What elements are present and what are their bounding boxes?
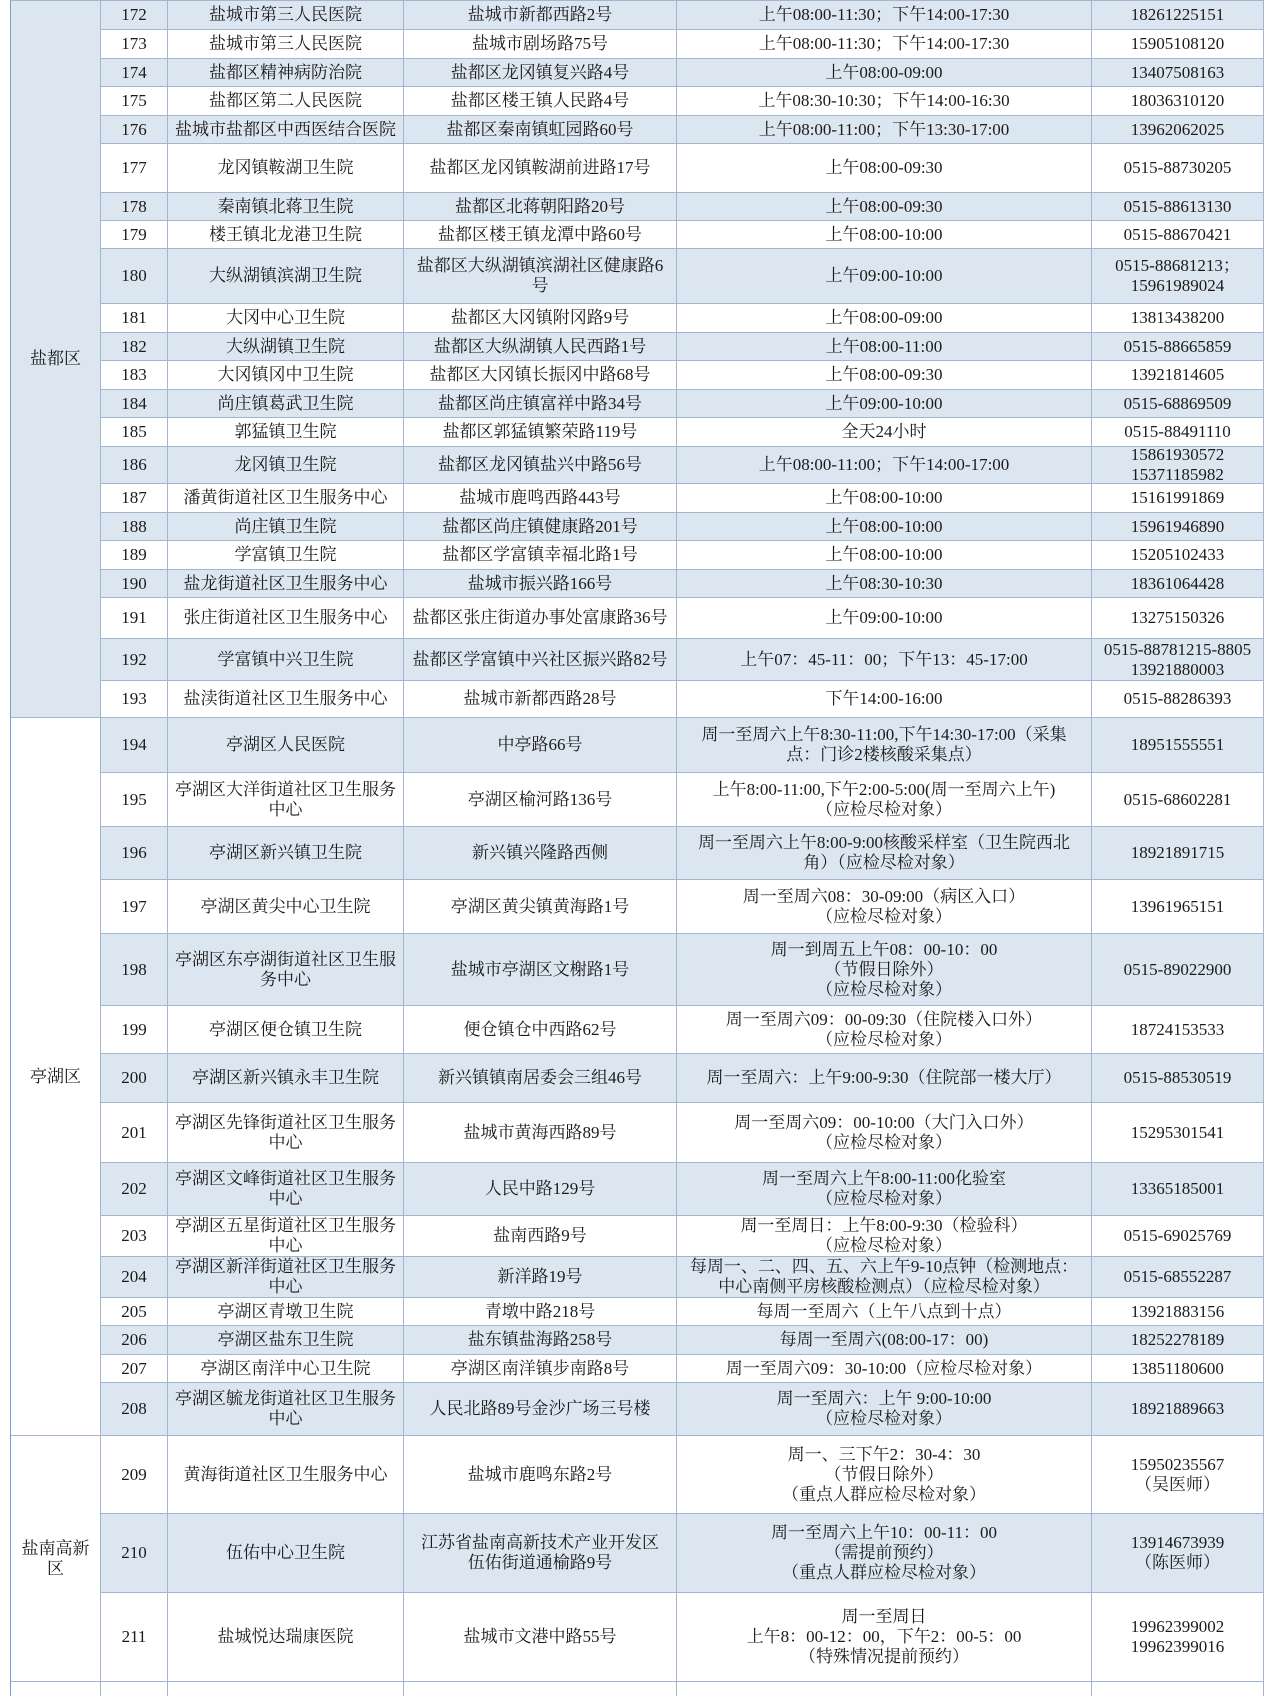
row-number-cell: 202 — [101, 1163, 168, 1216]
phone-cell: 15950235567 （吴医师） — [1092, 1436, 1264, 1514]
address-cell: 盐都区秦南镇虹园路60号 — [404, 116, 677, 144]
phone-cell: 0515-88491110 — [1092, 418, 1264, 447]
hospital-name-cell: 张庄街道社区卫生服务中心 — [168, 598, 404, 639]
row-number-cell: 207 — [101, 1355, 168, 1383]
row-number-cell: 206 — [101, 1326, 168, 1355]
hours-cell: 上午08:00-10:00 — [677, 513, 1092, 541]
hours-cell: 上午08:30-10:30 — [677, 570, 1092, 598]
hospital-name-cell: 亭湖区文峰街道社区卫生服务 中心 — [168, 1163, 404, 1216]
hours-cell: 上午08:00-11:00；下午13:30-17:00 — [677, 116, 1092, 144]
row-number-cell: 179 — [101, 221, 168, 249]
row-number-cell: 182 — [101, 333, 168, 361]
phone-cell: 18921889663 — [1092, 1383, 1264, 1436]
hours-cell: 周一、三下午2：30-4：30 （节假日除外） （重点人群应检尽检对象） — [677, 1436, 1092, 1514]
row-number-cell: 181 — [101, 304, 168, 333]
row-number-cell: 201 — [101, 1103, 168, 1163]
hours-cell: 上午09:00-10:00 — [677, 598, 1092, 639]
hospital-name-cell: 学富镇卫生院 — [168, 541, 404, 570]
phone-cell: 13962062025 — [1092, 116, 1264, 144]
hospital-name-cell: 楼王镇北龙港卫生院 — [168, 221, 404, 249]
hours-cell: 每周一至周六（上午八点到十点） — [677, 1298, 1092, 1326]
table-edge-cell — [1092, 1682, 1264, 1696]
phone-cell: 13813438200 — [1092, 304, 1264, 333]
hospital-name-cell: 盐都区第二人民医院 — [168, 87, 404, 116]
address-cell: 盐都区张庄街道办事处富康路36号 — [404, 598, 677, 639]
row-number-cell: 195 — [101, 773, 168, 827]
hospital-name-cell: 亭湖区盐东卫生院 — [168, 1326, 404, 1355]
hospital-name-cell: 大冈镇冈中卫生院 — [168, 361, 404, 390]
phone-cell: 0515-88730205 — [1092, 144, 1264, 193]
hours-cell: 周一至周六：上午 9:00-10:00 （应检尽检对象） — [677, 1383, 1092, 1436]
hospital-name-cell: 潘黄街道社区卫生服务中心 — [168, 484, 404, 513]
address-cell: 盐东镇盐海路258号 — [404, 1326, 677, 1355]
address-cell: 人民北路89号金沙广场三号楼 — [404, 1383, 677, 1436]
address-cell: 中亭路66号 — [404, 718, 677, 773]
hospital-name-cell: 盐都区精神病防治院 — [168, 59, 404, 87]
address-cell: 盐都区大冈镇附冈路9号 — [404, 304, 677, 333]
hospital-name-cell: 秦南镇北蒋卫生院 — [168, 193, 404, 221]
hospital-name-cell: 亭湖区东亭湖街道社区卫生服 务中心 — [168, 934, 404, 1006]
phone-cell: 15161991869 — [1092, 484, 1264, 513]
testing-sites-table — [10, 0, 1264, 1696]
phone-cell: 0515-68869509 — [1092, 390, 1264, 418]
district-cell: 盐南高新 区 — [11, 1436, 101, 1682]
hours-cell: 上午07：45-11：00；下午13：45-17:00 — [677, 639, 1092, 681]
address-cell: 亭湖区南洋镇步南路8号 — [404, 1355, 677, 1383]
address-cell: 盐城市黄海西路89号 — [404, 1103, 677, 1163]
row-number-cell: 193 — [101, 681, 168, 718]
address-cell: 新兴镇镇南居委会三组46号 — [404, 1054, 677, 1103]
table-edge-cell — [404, 1682, 677, 1696]
row-number-cell: 178 — [101, 193, 168, 221]
phone-cell: 13914673939 （陈医师） — [1092, 1514, 1264, 1593]
row-number-cell: 188 — [101, 513, 168, 541]
address-cell: 盐城市新都西路2号 — [404, 1, 677, 30]
address-cell: 盐都区学富镇幸福北路1号 — [404, 541, 677, 570]
row-number-cell: 177 — [101, 144, 168, 193]
row-number-cell: 191 — [101, 598, 168, 639]
table-edge-cell — [677, 1682, 1092, 1696]
phone-cell: 0515-88665859 — [1092, 333, 1264, 361]
table-edge-cell — [168, 1682, 404, 1696]
phone-cell: 0515-88781215-8805 13921880003 — [1092, 639, 1264, 681]
hospital-name-cell: 盐渎街道社区卫生服务中心 — [168, 681, 404, 718]
row-number-cell: 186 — [101, 447, 168, 484]
address-cell: 盐都区大纵湖镇滨湖社区健康路6 号 — [404, 249, 677, 304]
hours-cell: 周一至周六上午10：00-11：00 （需提前预约） （重点人群应检尽检对象） — [677, 1514, 1092, 1593]
address-cell: 盐都区楼王镇人民路4号 — [404, 87, 677, 116]
phone-cell: 0515-88286393 — [1092, 681, 1264, 718]
hospital-name-cell: 尚庄镇葛武卫生院 — [168, 390, 404, 418]
hours-cell: 周一至周六上午8:30-11:00,下午14:30-17:00（采集 点：门诊2楼核酸采集点） — [677, 718, 1092, 773]
address-cell: 盐都区大纵湖镇人民西路1号 — [404, 333, 677, 361]
phone-cell: 0515-68552287 — [1092, 1257, 1264, 1298]
address-cell: 盐城市鹿鸣西路443号 — [404, 484, 677, 513]
address-cell: 便仓镇仓中西路62号 — [404, 1006, 677, 1054]
row-number-cell: 194 — [101, 718, 168, 773]
row-number-cell: 180 — [101, 249, 168, 304]
row-number-cell: 172 — [101, 1, 168, 30]
hours-cell: 上午08:00-09:30 — [677, 361, 1092, 390]
hours-cell: 上午09:00-10:00 — [677, 390, 1092, 418]
row-number-cell: 208 — [101, 1383, 168, 1436]
phone-cell: 0515-88530519 — [1092, 1054, 1264, 1103]
hospital-name-cell: 亭湖区新兴镇卫生院 — [168, 827, 404, 880]
phone-cell: 15295301541 — [1092, 1103, 1264, 1163]
address-cell: 盐城市新都西路28号 — [404, 681, 677, 718]
hours-cell: 上午08:00-09:30 — [677, 144, 1092, 193]
address-cell: 江苏省盐南高新技术产业开发区 伍佑街道通榆路9号 — [404, 1514, 677, 1593]
hours-cell: 全天24小时 — [677, 418, 1092, 447]
hours-cell: 周一至周六08：30-09:00（病区入口） （应检尽检对象） — [677, 880, 1092, 934]
hours-cell: 周一至周六上午8:00-11:00化验室 （应检尽检对象） — [677, 1163, 1092, 1216]
phone-cell: 13275150326 — [1092, 598, 1264, 639]
phone-cell: 13365185001 — [1092, 1163, 1264, 1216]
address-cell: 亭湖区榆河路136号 — [404, 773, 677, 827]
phone-cell: 13921883156 — [1092, 1298, 1264, 1326]
phone-cell: 0515-88670421 — [1092, 221, 1264, 249]
row-number-cell: 200 — [101, 1054, 168, 1103]
address-cell: 盐都区大冈镇长振冈中路68号 — [404, 361, 677, 390]
phone-cell: 15961946890 — [1092, 513, 1264, 541]
row-number-cell: 185 — [101, 418, 168, 447]
row-number-cell: 192 — [101, 639, 168, 681]
hours-cell: 上午08:00-09:00 — [677, 59, 1092, 87]
address-cell: 新兴镇兴隆路西侧 — [404, 827, 677, 880]
hours-cell: 上午08:00-11:00 — [677, 333, 1092, 361]
hours-cell: 周一至周日：上午8:00-9:30（检验科） （应检尽检对象） — [677, 1216, 1092, 1257]
row-number-cell: 198 — [101, 934, 168, 1006]
address-cell: 盐城市剧场路75号 — [404, 30, 677, 59]
district-cell: 亭湖区 — [11, 718, 101, 1436]
row-number-cell: 210 — [101, 1514, 168, 1593]
hospital-name-cell: 亭湖区人民医院 — [168, 718, 404, 773]
table-edge-cell — [101, 1682, 168, 1696]
hours-cell: 周一至周六09：30-10:00（应检尽检对象） — [677, 1355, 1092, 1383]
hospital-name-cell: 学富镇中兴卫生院 — [168, 639, 404, 681]
hospital-name-cell: 郭猛镇卫生院 — [168, 418, 404, 447]
hospital-name-cell: 亭湖区黄尖中心卫生院 — [168, 880, 404, 934]
hours-cell: 上午08:00-10:00 — [677, 221, 1092, 249]
hours-cell: 周一至周六上午8:00-9:00核酸采样室（卫生院西北 角）（应检尽检对象） — [677, 827, 1092, 880]
phone-cell: 18921891715 — [1092, 827, 1264, 880]
phone-cell: 18036310120 — [1092, 87, 1264, 116]
row-number-cell: 209 — [101, 1436, 168, 1514]
hours-cell: 上午09:00-10:00 — [677, 249, 1092, 304]
row-number-cell: 211 — [101, 1593, 168, 1682]
address-cell: 盐都区龙冈镇复兴路4号 — [404, 59, 677, 87]
hours-cell: 每周一、二、四、五、六上午9-10点钟（检测地点： 中心南侧平房核酸检测点）（应检尽检对象） — [677, 1257, 1092, 1298]
hospital-name-cell: 尚庄镇卫生院 — [168, 513, 404, 541]
hospital-name-cell: 亭湖区五星街道社区卫生服务 中心 — [168, 1216, 404, 1257]
row-number-cell: 199 — [101, 1006, 168, 1054]
hours-cell: 每周一至周六(08:00-17：00) — [677, 1326, 1092, 1355]
hours-cell: 上午08:30-10:30；下午14:00-16:30 — [677, 87, 1092, 116]
address-cell: 盐都区尚庄镇健康路201号 — [404, 513, 677, 541]
hospital-name-cell: 亭湖区南洋中心卫生院 — [168, 1355, 404, 1383]
hospital-name-cell: 亭湖区先锋街道社区卫生服务 中心 — [168, 1103, 404, 1163]
hours-cell: 上午08:00-10:00 — [677, 541, 1092, 570]
hours-cell: 上午8:00-11:00,下午2:00-5:00(周一至周六上午) （应检尽检对象） — [677, 773, 1092, 827]
hours-cell: 周一至周日 上午8：00-12：00，下午2：00-5：00 （特殊情况提前预约） — [677, 1593, 1092, 1682]
hours-cell: 上午08:00-11:30；下午14:00-17:30 — [677, 30, 1092, 59]
hospital-name-cell: 盐城悦达瑞康医院 — [168, 1593, 404, 1682]
phone-cell: 13921814605 — [1092, 361, 1264, 390]
address-cell: 盐都区郭猛镇繁荣路119号 — [404, 418, 677, 447]
address-cell: 青墩中路218号 — [404, 1298, 677, 1326]
row-number-cell: 174 — [101, 59, 168, 87]
address-cell: 盐都区尚庄镇富祥中路34号 — [404, 390, 677, 418]
phone-cell: 18252278189 — [1092, 1326, 1264, 1355]
row-number-cell: 196 — [101, 827, 168, 880]
row-number-cell: 173 — [101, 30, 168, 59]
row-number-cell: 175 — [101, 87, 168, 116]
row-number-cell: 183 — [101, 361, 168, 390]
row-number-cell: 184 — [101, 390, 168, 418]
row-number-cell: 203 — [101, 1216, 168, 1257]
address-cell: 盐南西路9号 — [404, 1216, 677, 1257]
address-cell: 新洋路19号 — [404, 1257, 677, 1298]
hospital-name-cell: 盐城市第三人民医院 — [168, 1, 404, 30]
phone-cell: 18361064428 — [1092, 570, 1264, 598]
hospital-name-cell: 大纵湖镇卫生院 — [168, 333, 404, 361]
hours-cell: 上午08:00-11:00；下午14:00-17:00 — [677, 447, 1092, 484]
hours-cell: 上午08:00-11:30；下午14:00-17:30 — [677, 1, 1092, 30]
hospital-name-cell: 亭湖区大洋街道社区卫生服务 中心 — [168, 773, 404, 827]
hospital-name-cell: 大冈中心卫生院 — [168, 304, 404, 333]
hospital-name-cell: 大纵湖镇滨湖卫生院 — [168, 249, 404, 304]
phone-cell: 13407508163 — [1092, 59, 1264, 87]
hospital-name-cell: 黄海街道社区卫生服务中心 — [168, 1436, 404, 1514]
hours-cell: 上午08:00-09:00 — [677, 304, 1092, 333]
hospital-name-cell: 伍佑中心卫生院 — [168, 1514, 404, 1593]
hospital-name-cell: 盐城市盐都区中西医结合医院 — [168, 116, 404, 144]
phone-cell: 0515-89022900 — [1092, 934, 1264, 1006]
phone-cell: 0515-88681213； 15961989024 — [1092, 249, 1264, 304]
phone-cell: 13961965151 — [1092, 880, 1264, 934]
phone-cell: 15905108120 — [1092, 30, 1264, 59]
hours-cell: 周一至周六09：00-09:30（住院楼入口外） （应检尽检对象） — [677, 1006, 1092, 1054]
phone-cell: 15861930572 15371185982 — [1092, 447, 1264, 484]
hospital-name-cell: 亭湖区新洋街道社区卫生服务 中心 — [168, 1257, 404, 1298]
hospital-name-cell: 亭湖区新兴镇永丰卫生院 — [168, 1054, 404, 1103]
hospital-name-cell: 亭湖区毓龙街道社区卫生服务 中心 — [168, 1383, 404, 1436]
row-number-cell: 197 — [101, 880, 168, 934]
address-cell: 盐都区北蒋朝阳路20号 — [404, 193, 677, 221]
address-cell: 盐城市亭湖区文榭路1号 — [404, 934, 677, 1006]
address-cell: 盐城市文港中路55号 — [404, 1593, 677, 1682]
address-cell: 盐都区龙冈镇盐兴中路56号 — [404, 447, 677, 484]
hours-cell: 周一至周六09：00-10:00（大门入口外） （应检尽检对象） — [677, 1103, 1092, 1163]
address-cell: 盐都区学富镇中兴社区振兴路82号 — [404, 639, 677, 681]
hours-cell: 上午08:00-09:30 — [677, 193, 1092, 221]
phone-cell: 18261225151 — [1092, 1, 1264, 30]
district-cell: 盐都区 — [11, 1, 101, 718]
phone-cell: 0515-69025769 — [1092, 1216, 1264, 1257]
phone-cell: 19962399002 19962399016 — [1092, 1593, 1264, 1682]
phone-cell: 18951555551 — [1092, 718, 1264, 773]
hospital-name-cell: 盐城市第三人民医院 — [168, 30, 404, 59]
phone-cell: 13851180600 — [1092, 1355, 1264, 1383]
row-number-cell: 176 — [101, 116, 168, 144]
address-cell: 盐都区龙冈镇鞍湖前进路17号 — [404, 144, 677, 193]
address-cell: 盐都区楼王镇龙潭中路60号 — [404, 221, 677, 249]
hospital-name-cell: 龙冈镇卫生院 — [168, 447, 404, 484]
hours-cell: 周一至周六：上午9:00-9:30（住院部一楼大厅） — [677, 1054, 1092, 1103]
address-cell: 亭湖区黄尖镇黄海路1号 — [404, 880, 677, 934]
phone-cell: 18724153533 — [1092, 1006, 1264, 1054]
address-cell: 人民中路129号 — [404, 1163, 677, 1216]
phone-cell: 0515-68602281 — [1092, 773, 1264, 827]
hospital-name-cell: 盐龙街道社区卫生服务中心 — [168, 570, 404, 598]
row-number-cell: 189 — [101, 541, 168, 570]
address-cell: 盐城市振兴路166号 — [404, 570, 677, 598]
phone-cell: 0515-88613130 — [1092, 193, 1264, 221]
hospital-name-cell: 亭湖区便仓镇卫生院 — [168, 1006, 404, 1054]
phone-cell: 15205102433 — [1092, 541, 1264, 570]
hospital-name-cell: 亭湖区青墩卫生院 — [168, 1298, 404, 1326]
hours-cell: 周一到周五上午08：00-10：00 （节假日除外） （应检尽检对象） — [677, 934, 1092, 1006]
row-number-cell: 204 — [101, 1257, 168, 1298]
hours-cell: 上午08:00-10:00 — [677, 484, 1092, 513]
table-edge-cell — [11, 1682, 101, 1696]
row-number-cell: 187 — [101, 484, 168, 513]
row-number-cell: 190 — [101, 570, 168, 598]
row-number-cell: 205 — [101, 1298, 168, 1326]
hours-cell: 下午14:00-16:00 — [677, 681, 1092, 718]
hospital-name-cell: 龙冈镇鞍湖卫生院 — [168, 144, 404, 193]
address-cell: 盐城市鹿鸣东路2号 — [404, 1436, 677, 1514]
